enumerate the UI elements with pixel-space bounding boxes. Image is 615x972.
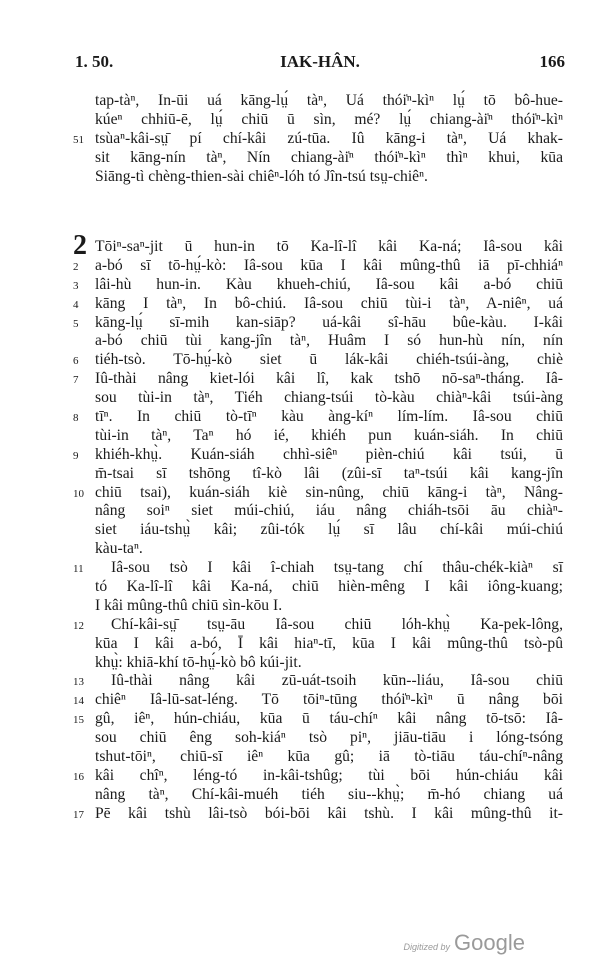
line-text: tùi-in tàⁿ, Taⁿ hó ié, khiéh pun kuán-siáh. In chiū: [95, 426, 563, 444]
text-block-chapter-1-end: [73, 92, 563, 186]
line-text: Tōiⁿ-saⁿ-jit ū hun-in tō Ka-lî-lî kâi Ka-ná; Iâ-sou kâi: [95, 238, 563, 255]
text-line: [73, 804, 563, 824]
line-text: sit kāng-nín tàⁿ, Nín chiang-ài̍ⁿ thói̍ⁿ-kìⁿ thìⁿ khui, kūa: [95, 148, 563, 166]
verse-number: 5: [73, 317, 79, 330]
text-line: [95, 389, 563, 408]
line-text: I kâi mûng-thû chiū sìn-kōu I.: [95, 596, 283, 614]
line-text: nâng tàⁿ, Chí-kâi-muéh tiéh siu--khṳ̀; m̄-hó chiang uá: [95, 785, 563, 803]
line-text: tīⁿ. In chiū tò-tīⁿ kàu àng-kíⁿ lím-lím. Iâ-sou chiū: [95, 408, 563, 426]
verse-number: 16: [73, 770, 84, 783]
text-line: [95, 465, 563, 484]
text-line: [73, 559, 563, 578]
verse-number: 12: [73, 619, 84, 632]
line-text: Iâ-sou tsò I kâi î-chiah tsṳ-tang chí thâu-chék-kiàⁿ sī: [111, 559, 563, 577]
line-text: kāng I tàⁿ, In bô-chiú. Iâ-sou chiū tùi-i tàⁿ, A-niêⁿ, uá: [95, 294, 563, 312]
line-text: kúeⁿ chhiū-ē, lṳ́ chiū ū sìn, mé? lṳ́ chiang-ài̍ⁿ thói̍ⁿ-kìⁿ: [95, 110, 563, 128]
line-text: lâi-hù hun-in. Kàu khueh-chiú, Iâ-sou kâi a-bó chiū: [95, 275, 563, 293]
text-line: [73, 294, 563, 314]
text-line: [95, 92, 563, 111]
text-line: [95, 635, 563, 654]
line-text: chiū tsai), kuán-siáh kiè sin-nûng, chiū kāng-i tàⁿ, Nâng-: [95, 483, 563, 501]
line-text: tó Ka-lî-lî kâi Ka-ná, chiū hièn-mêng I kâi iông-kuang;: [95, 578, 563, 596]
text-line: [73, 672, 563, 691]
line-text: Siāng-tì chèng-thien-sài chiêⁿ-lóh tó Jîn-tsú tsṳ-chiêⁿ.: [95, 167, 428, 185]
line-text: khṳ̀: khiā-khí tō-hṳ́-kò bô kúi-jit.: [95, 653, 302, 671]
verse-number: 2: [73, 260, 79, 273]
text-block-chapter-2: [73, 230, 563, 824]
text-line: [95, 238, 563, 257]
line-text: nâng soiⁿ siet múi-chiú, iáu nâng chiáh-tsōi āu chiàⁿ-: [95, 502, 563, 520]
verse-number: 15: [73, 714, 84, 727]
text-line: [73, 256, 563, 276]
page-header: [75, 52, 565, 74]
line-text: sou chiū êng soh-kiáⁿ tsò piⁿ, jiāu-tiāu i lóng-tsóng: [95, 729, 563, 747]
text-line: [95, 521, 563, 540]
chapter-number: 2: [73, 230, 87, 261]
verse-number: 51: [73, 133, 84, 146]
line-text: gû, iêⁿ, hún-chiáu, kūa ū táu-chíⁿ kâi nâng tō-tsō: Iâ-: [95, 710, 563, 728]
line-text: tiéh-tsò. Tō-hṳ́-kò siet ū lák-kâi chiéh-tsúi-àng, chiè: [95, 351, 563, 369]
text-line: [73, 313, 563, 333]
verse-number: 11: [73, 563, 84, 576]
page-number: 166: [539, 52, 565, 71]
verse-number: 4: [73, 298, 79, 311]
text-line: [95, 729, 563, 748]
verse-number: 9: [73, 449, 79, 462]
line-text: kâi chîⁿ, léng-tó in-kâi-tshûg; tùi bōi hún-chiáu kâi: [95, 766, 563, 784]
line-text: siet iáu-tshṳ̀ kâi; zûi-tók lṳ́ sī lâu chí-kâi múi-chiú: [95, 521, 563, 539]
watermark-small: Digitized by: [403, 942, 451, 952]
text-line: [73, 370, 563, 389]
text-line: [73, 275, 563, 295]
google-logo: Google: [454, 930, 525, 955]
text-line: [73, 691, 563, 710]
line-text: a-bó chiū tùi kang-jîn tàⁿ, Huâm I só hun-hù nín, nín: [95, 332, 563, 350]
text-line: [73, 351, 563, 370]
verse-number: 6: [73, 355, 79, 368]
line-text: kàu-taⁿ.: [95, 540, 143, 558]
text-line: [95, 786, 563, 805]
text-line: [95, 149, 563, 168]
line-text: m̄-tsai sī tshōng tî-kò lâi (zûi-sī taⁿ-tsúi kâi kang-jîn: [95, 464, 563, 482]
text-line: [73, 445, 563, 465]
verse-number: 17: [73, 808, 84, 821]
line-text: Chí-kâi-sṳ̄ tsṳ-āu Iâ-sou chiū lóh-khṳ̀ Ka-pek-lông,: [111, 615, 563, 633]
text-line: [73, 408, 563, 427]
text-line: [95, 168, 563, 187]
line-text: a-bó sī tō-hṳ́-kò: Iâ-sou kūa I kâi mûng-thû iā pī-chhiáⁿ: [95, 256, 563, 274]
line-text: chiêⁿ Iâ-lū-sat-léng. Tō tōiⁿ-tūng thói̍ⁿ-kìⁿ ū nâng bōi: [95, 691, 563, 709]
verse-number: 3: [73, 279, 79, 292]
text-line: [73, 483, 563, 503]
text-line: [95, 597, 563, 616]
line-text: khiéh-khṳ̀. Kuán-siáh chhì-siêⁿ pièn-chiú kâi tsúi, ū: [95, 445, 563, 463]
verse-number: 10: [73, 487, 84, 500]
verse-number: 7: [73, 374, 79, 387]
text-line: [73, 129, 563, 149]
line-text: sou tùi-in tàⁿ, Tiéh chiang-tsúi tò-kàu chiàⁿ-kâi tsúi-àng: [95, 389, 563, 407]
line-text: Pē kâi tshù lâi-tsò bói-bōi kâi tshù. I kâi mûng-thû it-: [95, 804, 563, 822]
text-line: [95, 427, 563, 446]
text-line: [95, 654, 563, 673]
verse-number: 13: [73, 676, 84, 689]
text-line: [73, 710, 563, 729]
digitized-watermark: [404, 930, 525, 956]
line-text: tshut-tōiⁿ, chiū-sī iêⁿ kūa gû; iā tò-tiāu táu-chíⁿ-nâng: [95, 748, 563, 766]
text-line: [95, 748, 563, 767]
verse-number: 14: [73, 695, 84, 708]
text-line: [73, 766, 563, 786]
line-text: Iû-thài nâng kiet-lói kâi lî, kak tshō nō-saⁿ-tháng. Iâ-: [95, 370, 563, 388]
line-text: tap-tàⁿ, In-ūi uá kāng-lṳ́ tàⁿ, Uá thói̍ⁿ-kìⁿ lṳ́ tō bô-hue-: [95, 92, 563, 109]
line-text: tsùaⁿ-kâi-sṳ̄ pí chí-kâi zú-tūa. Iû kāng-i tàⁿ, Uá khak-: [95, 129, 563, 147]
line-text: kāng-lṳ́ sī-mih kan-siāp? uá-kâi sî-hāu bûe-kàu. I-kâi: [95, 313, 563, 331]
book-title: IAK-HÂN.: [280, 52, 360, 71]
text-line: [95, 540, 563, 559]
text-line: [95, 502, 563, 521]
chapter-verse-ref: 1. 50.: [75, 52, 114, 71]
line-text: kūa I kâi a-bó, Ī kâi hiaⁿ-tī, kūa I kâi mûng-thû tsò-pû: [95, 634, 563, 652]
text-line: [95, 111, 563, 130]
line-text: Iû-thài nâng kâi zū-uát-tsoih kūn--liáu, Iâ-sou chiū: [111, 672, 563, 690]
text-line: [95, 578, 563, 597]
verse-number: 8: [73, 412, 79, 425]
text-line: [73, 615, 563, 635]
text-line: [95, 332, 563, 351]
